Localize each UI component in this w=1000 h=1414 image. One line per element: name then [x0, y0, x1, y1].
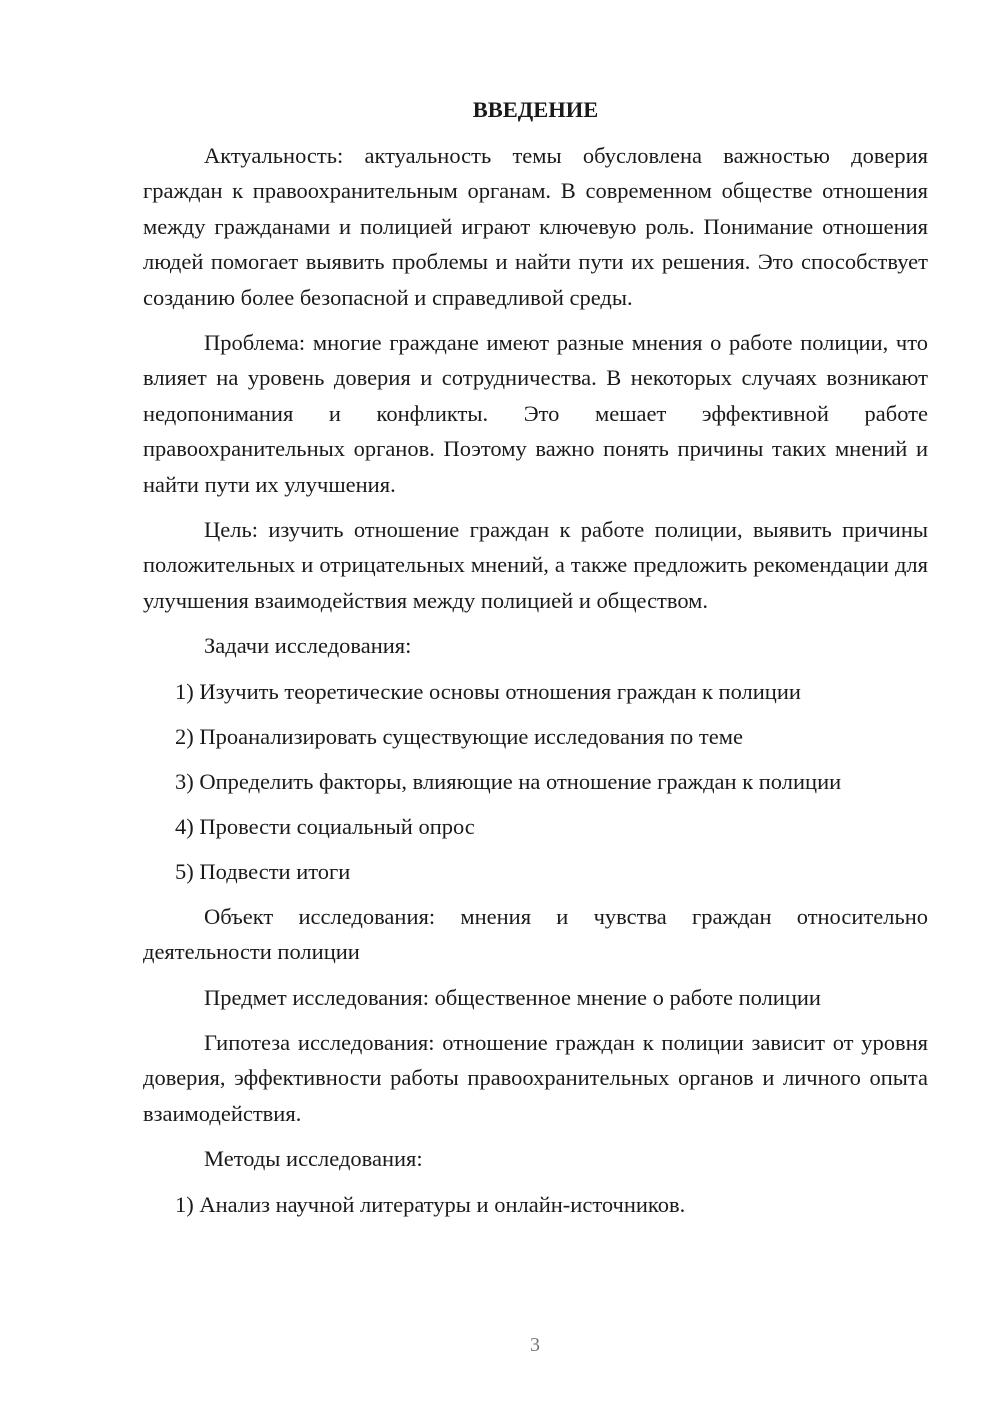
paragraph-object: Объект исследования: мнения и чувства граждан относительно деятельности полиции	[143, 903, 928, 965]
paragraph-problem: Проблема: многие граждане имеют разные мнения о работе полиции, что влияет на уровень доверия и сотрудничества. В некоторых случаях возникают недопонимания и конфликты. Это мешает эффективной работе правоохранительных органов. Поэтому важно понять причины таких мнений и найти пути их улучшения.	[143, 330, 928, 497]
page-number: 3	[530, 1334, 540, 1356]
paragraph-methods-heading: Методы исследования:	[204, 1146, 423, 1172]
list-item: 1) Изучить теоретические основы отношения граждан к полиции	[175, 678, 801, 704]
paragraph-tasks-heading: Задачи исследования:	[204, 633, 412, 659]
paragraph-subject: Предмет исследования: общественное мнение о работе полиции	[204, 984, 821, 1010]
document-page	[143, 92, 928, 1232]
paragraph-relevance: Актуальность: актуальность темы обусловлена важностью доверия граждан к правоохранительным органам. В современном обществе отношения между гражданами и полицией играют ключевую роль. Понимание отношения людей помогает выявить проблемы и найти пути их решения. Это способствует созданию более безопасной и справедливой среды.	[143, 143, 928, 310]
list-item: 4) Провести социальный опрос	[175, 813, 475, 839]
list-item: 1) Анализ научной литературы и онлайн-источников.	[175, 1191, 686, 1217]
list-item: 5) Подвести итоги	[175, 858, 351, 884]
paragraph-hypothesis: Гипотеза исследования: отношение граждан к полиции зависит от уровня доверия, эффективности работы правоохранительных органов и личного опыта взаимодействия.	[143, 1029, 928, 1126]
list-item: 3) Определить факторы, влияющие на отношение граждан к полиции	[175, 768, 842, 794]
tasks-list	[143, 674, 928, 889]
list-item: 2) Проанализировать существующие исследования по теме	[175, 723, 743, 749]
methods-list	[143, 1187, 928, 1222]
paragraph-goal: Цель: изучить отношение граждан к работе полиции, выявить причины положительных и отрицательных мнений, а также предложить рекомендации для улучшения взаимодействия между полицией и обществом.	[143, 517, 928, 613]
page-title: ВВЕДЕНИЕ	[472, 97, 599, 122]
